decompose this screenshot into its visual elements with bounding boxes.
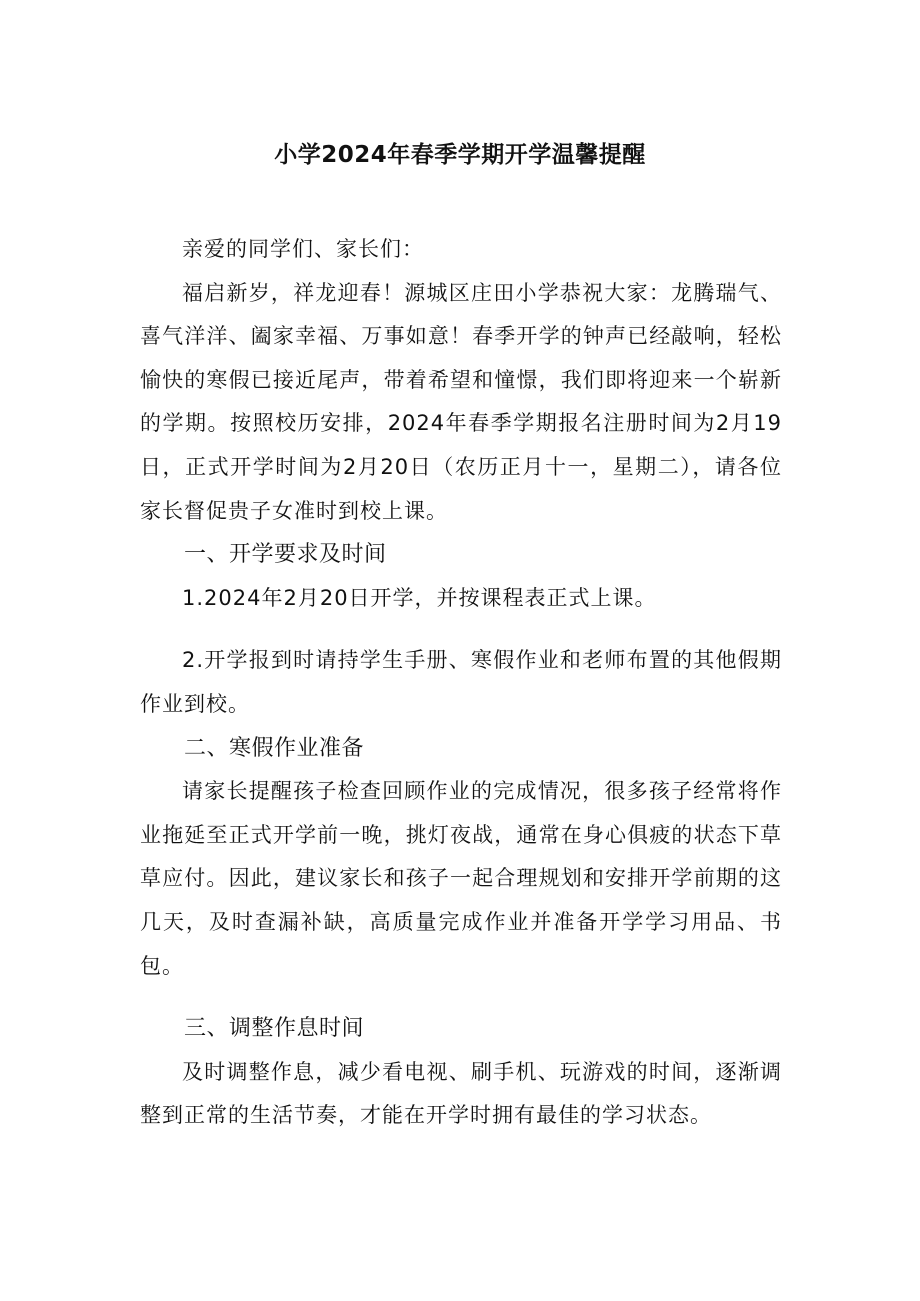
salutation: 亲爱的同学们、家长们： (182, 237, 424, 261)
section-heading: 二、寒假作业准备 (184, 735, 365, 761)
section-paragraph: 及时调整作息，减少看电视、刷手机、玩游戏的时间，逐渐调整到正常的生活节奏，才能在开学时拥有最佳的学习状态。 (140, 1059, 782, 1128)
section-heading: 一、开学要求及时间 (184, 542, 387, 568)
section-paragraph: 1.2024年2月20日开学，并按课程表正式上课。 (182, 585, 657, 610)
section-homework (140, 727, 782, 989)
section-paragraph: 请家长提醒孩子检查回顾作业的完成情况，很多孩子经常将作业拖延至正式开学前一晚，挑灯夜战，通常在身心俱疲的状态下草草应付。因此，建议家长和孩子一起合理规划和安排开学前期的这几天，及时查漏补缺，高质量完成作业并准备开学学习用品、书包。 (140, 779, 782, 978)
section-schedule (140, 533, 782, 726)
section-paragraph: 2.开学报到时请持学生手册、寒假作业和老师布置的其他假期作业到校。 (140, 648, 782, 716)
section-heading: 三、调整作息时间 (184, 1016, 365, 1042)
document-title: 小学2024年春季学期开学温馨提醒 (274, 142, 646, 168)
section-routine (140, 1007, 782, 1138)
intro-paragraph: 福启新岁，祥龙迎春！源城区庄田小学恭祝大家：龙腾瑞气、喜气洋洋、阖家幸福、万事如意！春季开学的钟声已经敲响，轻松愉快的寒假已接近尾声，带着希望和憧憬，我们即将迎来一个崭新的学期。按照校历安排，2024年春季学期报名注册时间为2月19日，正式开学时间为2月20日（农历正月十一，星期二），请各位家长督促贵子女准时到校上课。 (140, 280, 782, 523)
document-body (140, 228, 782, 1138)
